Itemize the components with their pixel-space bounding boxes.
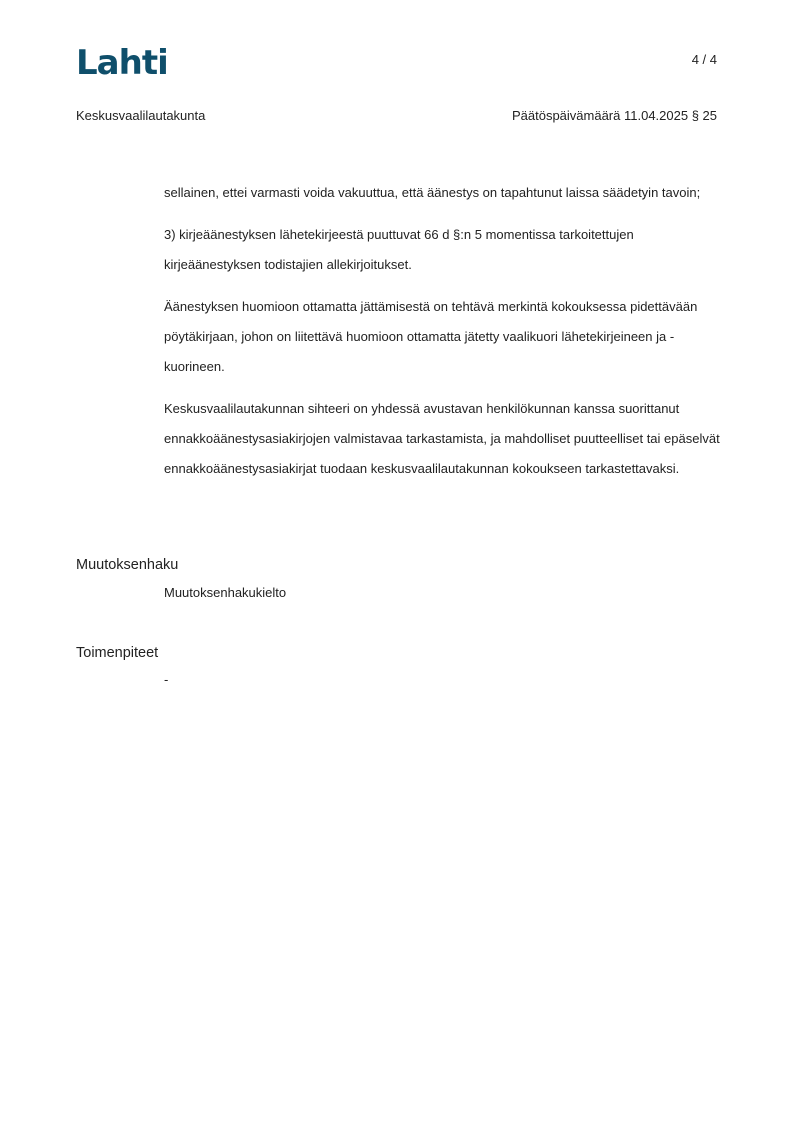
- decision-date: Päätöspäivämäärä 11.04.2025 § 25: [511, 108, 717, 123]
- body-paragraph: Keskusvaalilautakunnan sihteeri on yhdessä avustavan henkilökunnan kanssa suorittanut ennakkoäänestysasiakirjojen valmistavaa tarkastamista, ja mahdolliset puutteelliset tai epäselvät ennakkoäänestysasiakirjat tuodaan keskusvaalilautakunnan kokoukseen tarkastettavaksi.: [164, 401, 720, 476]
- body-paragraph: Äänestyksen huomioon ottamatta jättämisestä on tehtävä merkintä kokouksessa pidettävään pöytäkirjaan, johon on liitettävä huomioon ottamatta jätetty vaalikuori lähetekirjeineen ja -kuorineen.: [164, 299, 698, 374]
- organization-name: Keskusvaalilautakunta: [76, 108, 206, 123]
- body-paragraph: 3) kirjeäänestyksen lähetekirjeestä puuttuvat 66 d §:n 5 momentissa tarkoitettujen kirjeäänestyksen todistajien allekirjoitukset.: [164, 227, 634, 272]
- document-body: [164, 178, 724, 496]
- appeal-value: Muutoksenhakukielto: [164, 585, 287, 600]
- body-paragraph: sellainen, ettei varmasti voida vakuuttua, että äänestys on tapahtunut laissa säädetyin tavoin;: [164, 185, 701, 200]
- lahti-logo: Lahti: [76, 43, 168, 83]
- actions-heading: Toimenpiteet: [76, 645, 159, 661]
- actions-value: -: [164, 672, 169, 687]
- appeal-heading: Muutoksenhaku: [76, 557, 179, 573]
- page-number: 4 / 4: [691, 52, 717, 67]
